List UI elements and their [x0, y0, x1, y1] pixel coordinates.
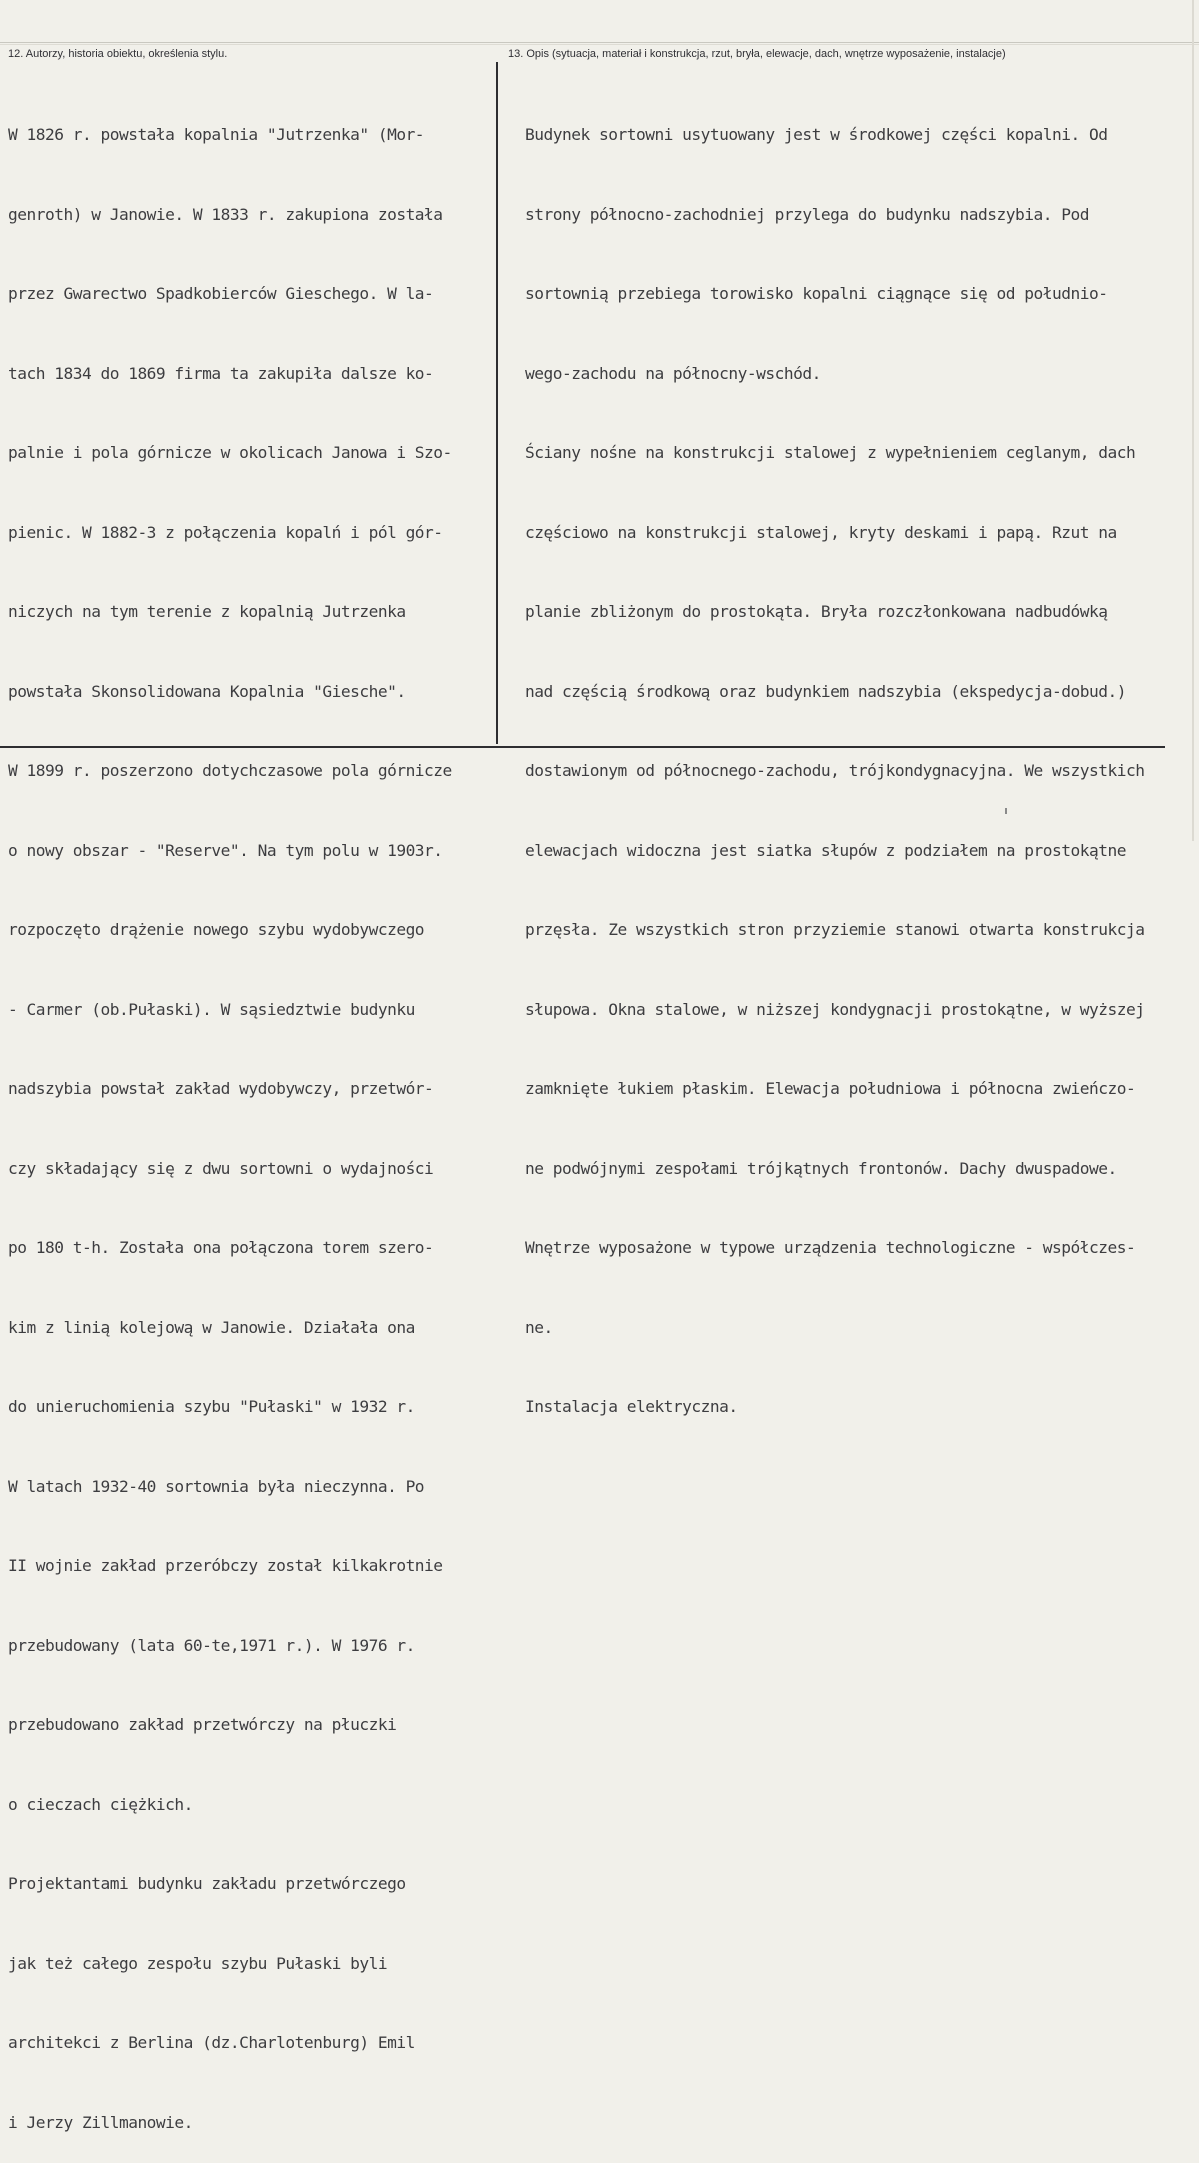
- text-line: słupowa. Okna stalowe, w niższej kondygnacji prostokątne, w wyższej: [525, 999, 1145, 1019]
- text-line: ne.: [525, 1317, 553, 1337]
- section-13-heading: 13. Opis (sytuacja, materiał i konstrukcja, rzut, bryła, elewacje, dach, wnętrze wyposażenie, instalacje): [508, 48, 1006, 60]
- text-line: architekci z Berlina (dz.Charlotenburg) Emil: [8, 2033, 415, 2052]
- text-line: wego-zachodu na północny-wschód.: [525, 363, 821, 383]
- section-13-text: [525, 69, 1193, 1447]
- section-12-heading: 12. Autorzy, historia obiektu, określenia stylu.: [8, 48, 228, 60]
- text-line: kim z linią kolejową w Janowie. Działała ona: [8, 1317, 415, 1337]
- text-line: niczych na tym terenie z kopalnią Jutrzenka: [8, 602, 406, 621]
- column-divider: [496, 62, 498, 744]
- text-line: W 1826 r. powstała kopalnia "Jutrzenka" (Mor-: [8, 125, 425, 144]
- text-line: ne podwójnymi zespołami trójkątnych frontonów. Dachy dwuspadowe.: [525, 1158, 1117, 1178]
- text-line: częściowo na konstrukcji stalowej, kryty deskami i papą. Rzut na: [525, 522, 1117, 542]
- text-line: i Jerzy Zillmanowie.: [8, 2112, 193, 2132]
- text-line: przez Gwarectwo Spadkobierców Gieschego. W la-: [8, 284, 434, 303]
- text-line: przęsła. Ze wszystkich stron przyziemie stanowi otwarta konstrukcja: [525, 920, 1145, 939]
- text-line: Instalacja elektryczna.: [525, 1397, 738, 1416]
- text-line: dostawionym od północnego-zachodu, trójkondygnacyjna. We wszystkich: [525, 761, 1145, 780]
- text-line: zamknięte łukiem płaskim. Elewacja południowa i północna zwieńczo-: [525, 1079, 1136, 1098]
- text-line: nadszybia powstał zakład wydobywczy, przetwór-: [8, 1079, 434, 1098]
- section-12-text: [8, 69, 494, 2163]
- text-line: II wojnie zakład przeróbczy został kilkakrotnie: [8, 1556, 443, 1575]
- text-line: czy składający się z dwu sortowni o wydajności: [8, 1158, 434, 1178]
- text-line: nad częścią środkową oraz budynkiem nadszybia (ekspedycja-dobud.): [525, 681, 1126, 701]
- text-line: Wnętrze wyposażone w typowe urządzenia technologiczne - współczes-: [525, 1238, 1136, 1257]
- text-line: o nowy obszar - "Reserve". Na tym polu w 1903r.: [8, 840, 443, 860]
- text-line: rozpoczęto drążenie nowego szybu wydobywczego: [8, 920, 425, 939]
- text-line: przebudowano zakład przetwórczy na płuczki: [8, 1715, 397, 1734]
- text-line: do unieruchomienia szybu "Pułaski" w 1932 r.: [8, 1397, 415, 1416]
- top-rule-secondary: [0, 44, 1199, 45]
- text-line: strony północno-zachodniej przylega do budynku nadszybia. Pod: [525, 204, 1089, 224]
- text-line: tach 1834 do 1869 firma ta zakupiła dalsze ko-: [8, 363, 434, 383]
- text-line: - Carmer (ob.Pułaski). W sąsiedztwie budynku: [8, 999, 415, 1019]
- bottom-rule: [0, 746, 1165, 748]
- text-line: o cieczach ciężkich.: [8, 1794, 193, 1814]
- text-line: elewacjach widoczna jest siatka słupów z podziałem na prostokątne: [525, 840, 1126, 860]
- text-line: W 1899 r. poszerzono dotychczasowe pola górnicze: [8, 761, 452, 780]
- text-line: W latach 1932-40 sortownia była nieczynna. Po: [8, 1476, 425, 1496]
- text-line: sortownią przebiega torowisko kopalni ciągnące się od południo-: [525, 284, 1108, 303]
- scan-mark: [1005, 808, 1007, 814]
- text-line: powstała Skonsolidowana Kopalnia "Giesche".: [8, 681, 406, 701]
- text-line: Ściany nośne na konstrukcji stalowej z wypełnieniem ceglanym, dach: [525, 443, 1136, 462]
- text-line: przebudowany (lata 60-te,1971 r.). W 1976 r.: [8, 1635, 415, 1655]
- page-edge: [1192, 0, 1194, 841]
- text-line: po 180 t-h. Została ona połączona torem szero-: [8, 1238, 434, 1257]
- text-line: Budynek sortowni usytuowany jest w środkowej części kopalni. Od: [525, 125, 1108, 144]
- text-line: pienic. W 1882-3 z połączenia kopalń i pól gór-: [8, 522, 443, 542]
- text-line: planie zbliżonym do prostokąta. Bryła rozczłonkowana nadbudówką: [525, 602, 1108, 621]
- top-rule: [0, 42, 1199, 43]
- text-line: genroth) w Janowie. W 1833 r. zakupiona została: [8, 204, 443, 224]
- text-line: palnie i pola górnicze w okolicach Janowa i Szo-: [8, 443, 452, 462]
- text-line: Projektantami budynku zakładu przetwórczego: [8, 1874, 406, 1893]
- text-line: jak też całego zespołu szybu Pułaski byli: [8, 1953, 388, 1973]
